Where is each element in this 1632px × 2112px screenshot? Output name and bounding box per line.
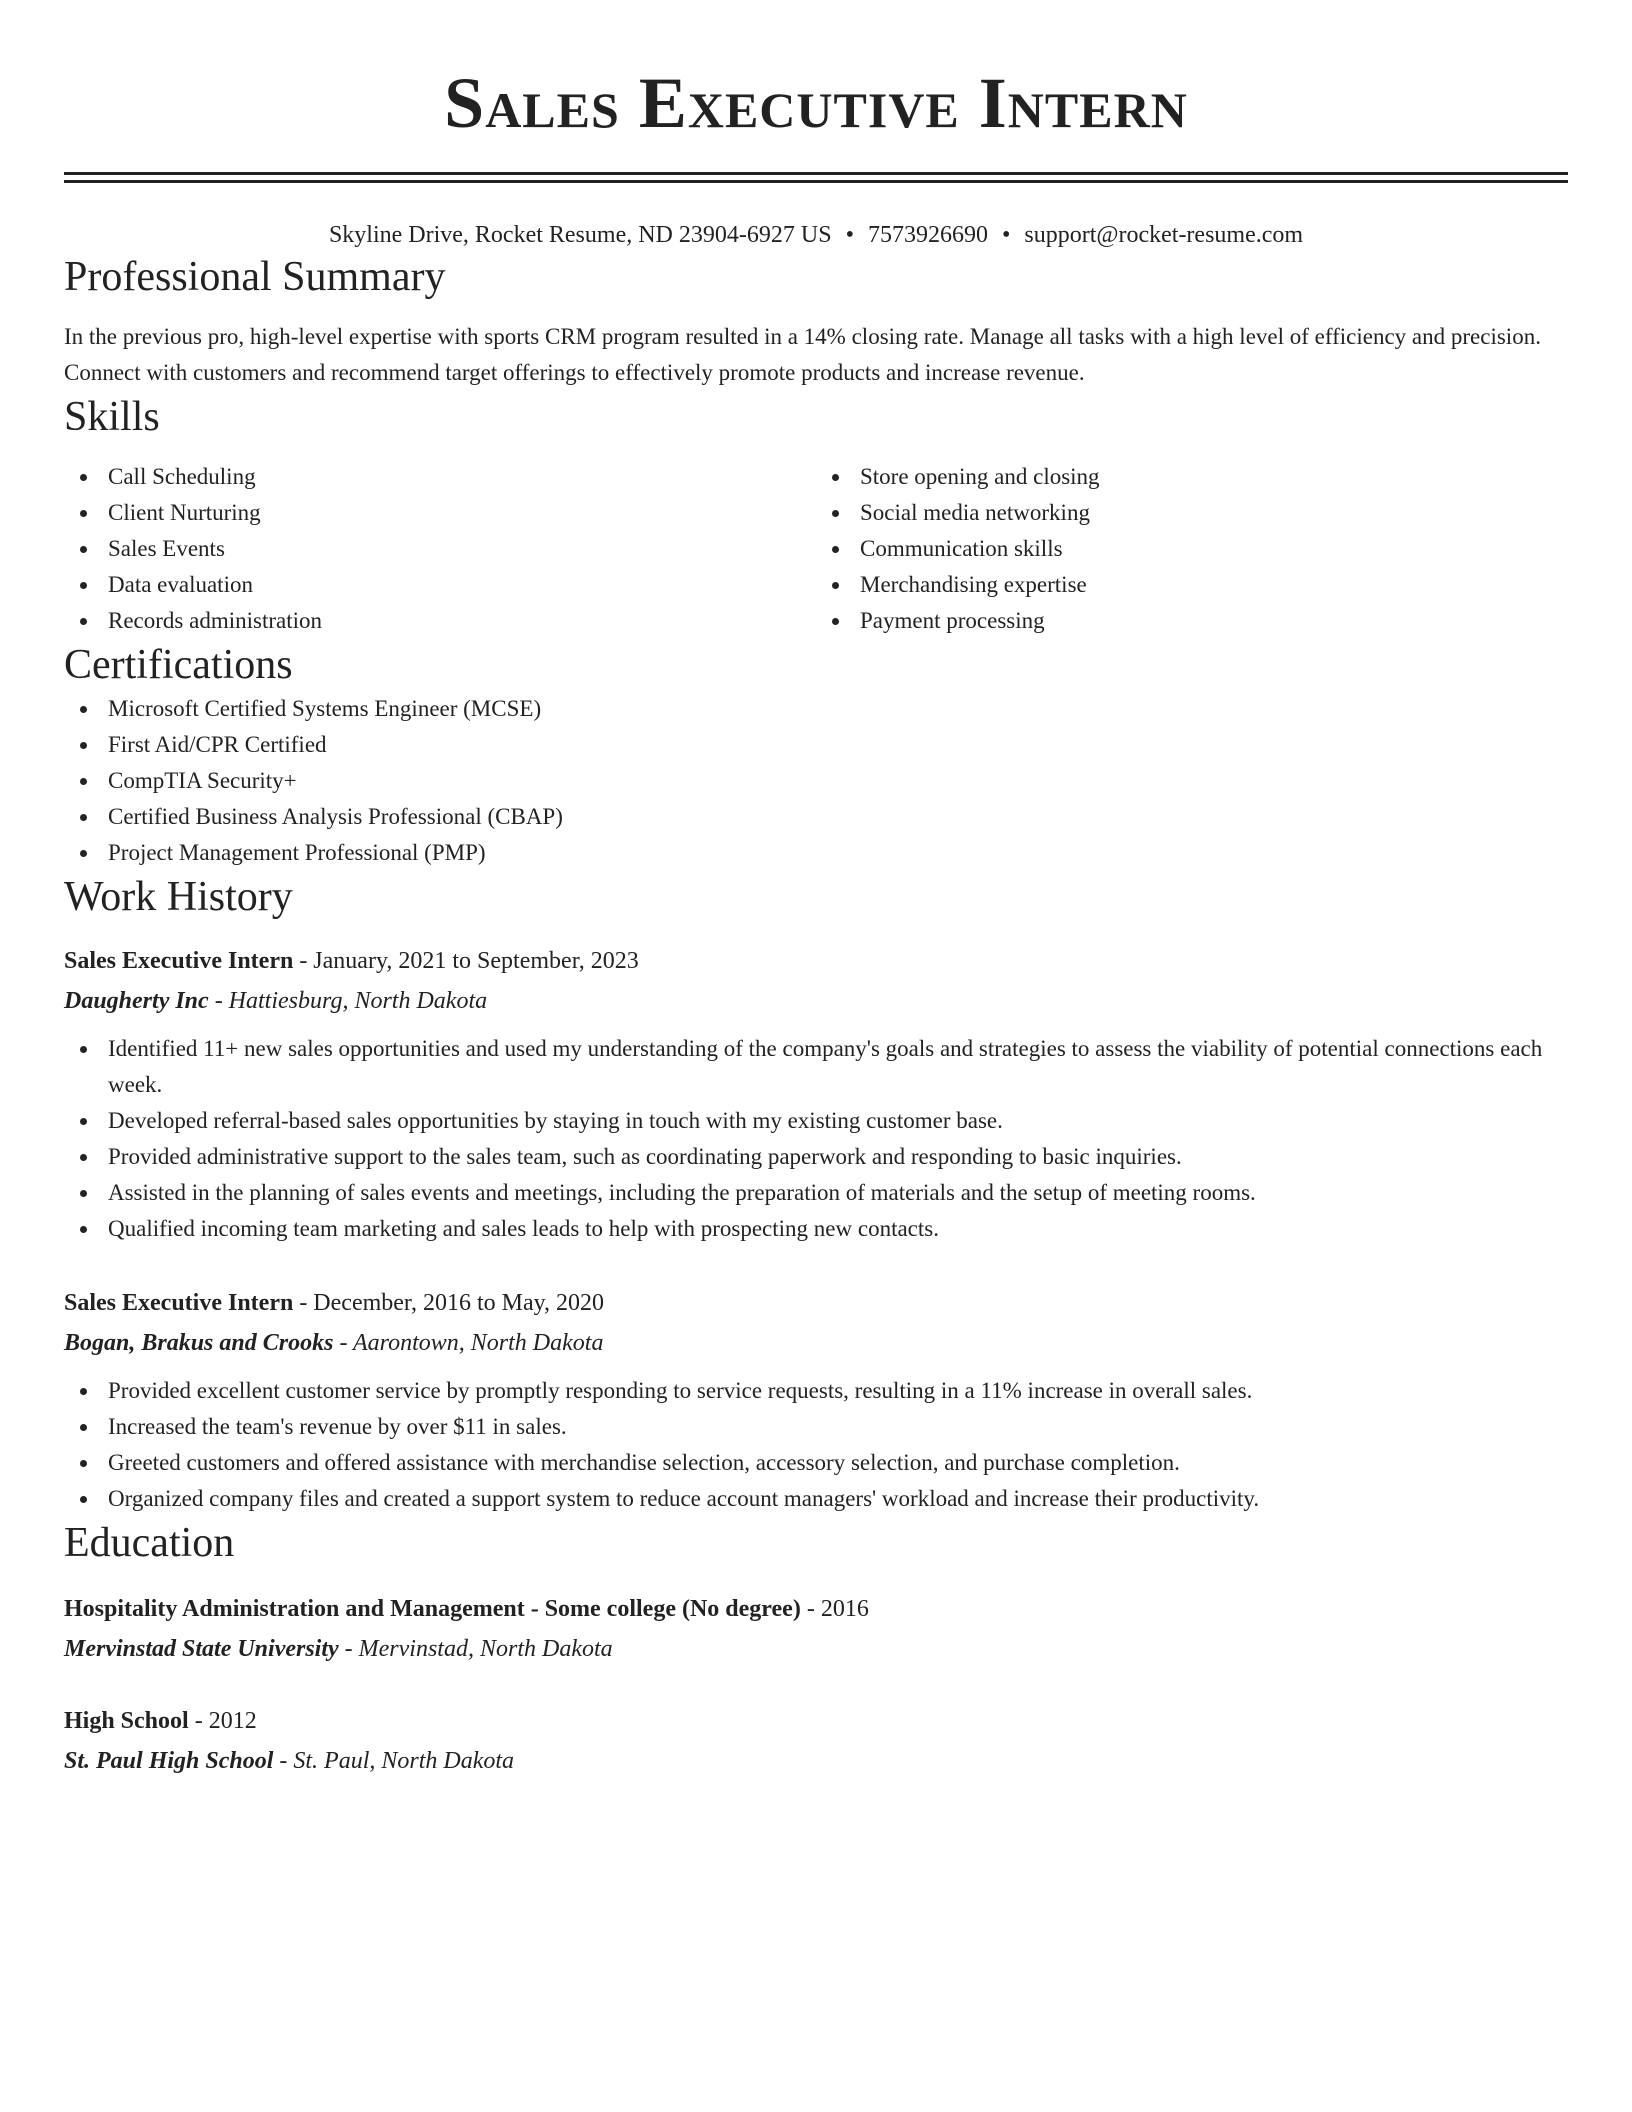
job-bullet: Increased the team's revenue by over $11 in sales.	[64, 1409, 1568, 1445]
job-role: Sales Executive Intern	[64, 948, 294, 974]
job-dates: - January, 2021 to September, 2023	[293, 948, 639, 974]
job-bullet: Identified 11+ new sales opportunities and used my understanding of the company's goals and strategies to assess the viability of potential connections each week.	[64, 1031, 1568, 1103]
contact-phone: 7573926690	[867, 222, 988, 248]
skill-item: Call Scheduling	[64, 459, 816, 495]
work-history-heading: Work History	[64, 874, 293, 920]
job-dates: - December, 2016 to May, 2020	[293, 1290, 605, 1316]
skill-item: Data evaluation	[64, 567, 816, 603]
degree-year: - 2012	[188, 1708, 257, 1734]
certification-item: Project Management Professional (PMP)	[64, 835, 1568, 871]
job-title-line	[64, 941, 1568, 981]
school-line	[64, 1741, 1568, 1781]
certification-item: First Aid/CPR Certified	[64, 727, 1568, 763]
education-heading: Education	[64, 1520, 235, 1566]
school-location: - St. Paul, North Dakota	[273, 1748, 515, 1774]
degree-name: Hospitality Administration and Management - Some college (No degree)	[64, 1596, 801, 1622]
resume-title: Sales Executive Intern	[444, 63, 1188, 143]
job-bullet: Qualified incoming team marketing and sales leads to help with prospecting new contacts.	[64, 1211, 1568, 1247]
school-name: St. Paul High School	[64, 1748, 274, 1774]
certifications-list	[64, 691, 1568, 871]
job-entry	[64, 941, 1568, 1247]
education-entry	[64, 1589, 1568, 1669]
skill-item: Store opening and closing	[816, 459, 1568, 495]
job-bullet: Greeted customers and offered assistance with merchandise selection, accessory selection, and purchase completion.	[64, 1445, 1568, 1481]
company-name: Daugherty Inc	[64, 988, 209, 1014]
summary-text: In the previous pro, high-level expertise with sports CRM program resulted in a 14% closing rate. Manage all tasks with a high level of efficiency and precision. Connect with customers and recommend target offerings to effectively promote products and increase revenue.	[64, 324, 1541, 385]
company-name: Bogan, Brakus and Crooks	[64, 1330, 334, 1356]
contact-email: support@rocket-resume.com	[1024, 222, 1304, 248]
job-bullet: Provided administrative support to the sales team, such as coordinating paperwork and responding to basic inquiries.	[64, 1139, 1568, 1175]
skill-item: Communication skills	[816, 531, 1568, 567]
skill-item: Records administration	[64, 603, 816, 639]
company-line	[64, 981, 1568, 1021]
job-bullet: Developed referral-based sales opportunities by staying in touch with my existing customer base.	[64, 1103, 1568, 1139]
skill-item: Social media networking	[816, 495, 1568, 531]
job-title-line	[64, 1283, 1568, 1323]
skill-item: Sales Events	[64, 531, 816, 567]
certification-item: CompTIA Security+	[64, 763, 1568, 799]
skill-item: Client Nurturing	[64, 495, 816, 531]
contact-address: Skyline Drive, Rocket Resume, ND 23904-6927 US	[328, 222, 832, 248]
degree-name: High School	[64, 1708, 189, 1734]
job-bullets	[64, 1373, 1568, 1517]
certifications-heading: Certifications	[64, 642, 293, 688]
job-role: Sales Executive Intern	[64, 1290, 294, 1316]
skill-item: Payment processing	[816, 603, 1568, 639]
degree-year: - 2016	[800, 1596, 869, 1622]
education-entry	[64, 1701, 1568, 1781]
skills-column-right	[816, 459, 1568, 639]
degree-line	[64, 1701, 1568, 1741]
school-location: - Mervinstad, North Dakota	[338, 1636, 613, 1662]
company-line	[64, 1323, 1568, 1363]
school-name: Mervinstad State University	[64, 1636, 339, 1662]
job-bullet: Assisted in the planning of sales events and meetings, including the preparation of materials and the setup of meeting rooms.	[64, 1175, 1568, 1211]
contact-line	[64, 219, 1568, 251]
skills-heading: Skills	[64, 394, 160, 440]
certification-item: Certified Business Analysis Professional (CBAP)	[64, 799, 1568, 835]
job-bullet: Organized company files and created a support system to reduce account managers' workload and increase their productivity.	[64, 1481, 1568, 1517]
job-entry	[64, 1283, 1568, 1517]
skills-list-left	[64, 459, 816, 639]
job-bullet: Provided excellent customer service by promptly responding to service requests, resulting in a 11% increase in overall sales.	[64, 1373, 1568, 1409]
company-location: - Hattiesburg, North Dakota	[208, 988, 488, 1014]
degree-line	[64, 1589, 1568, 1629]
title-divider	[64, 172, 1568, 183]
company-location: - Aarontown, North Dakota	[333, 1330, 604, 1356]
bullet-separator: •	[845, 222, 854, 248]
skills-grid	[64, 459, 1568, 639]
skill-item: Merchandising expertise	[816, 567, 1568, 603]
job-bullets	[64, 1031, 1568, 1247]
certification-item: Microsoft Certified Systems Engineer (MCSE)	[64, 691, 1568, 727]
bullet-separator: •	[1001, 222, 1011, 248]
skills-column-left	[64, 459, 816, 639]
skills-list-right	[816, 459, 1568, 639]
summary-heading: Professional Summary	[64, 254, 446, 300]
school-line	[64, 1629, 1568, 1669]
